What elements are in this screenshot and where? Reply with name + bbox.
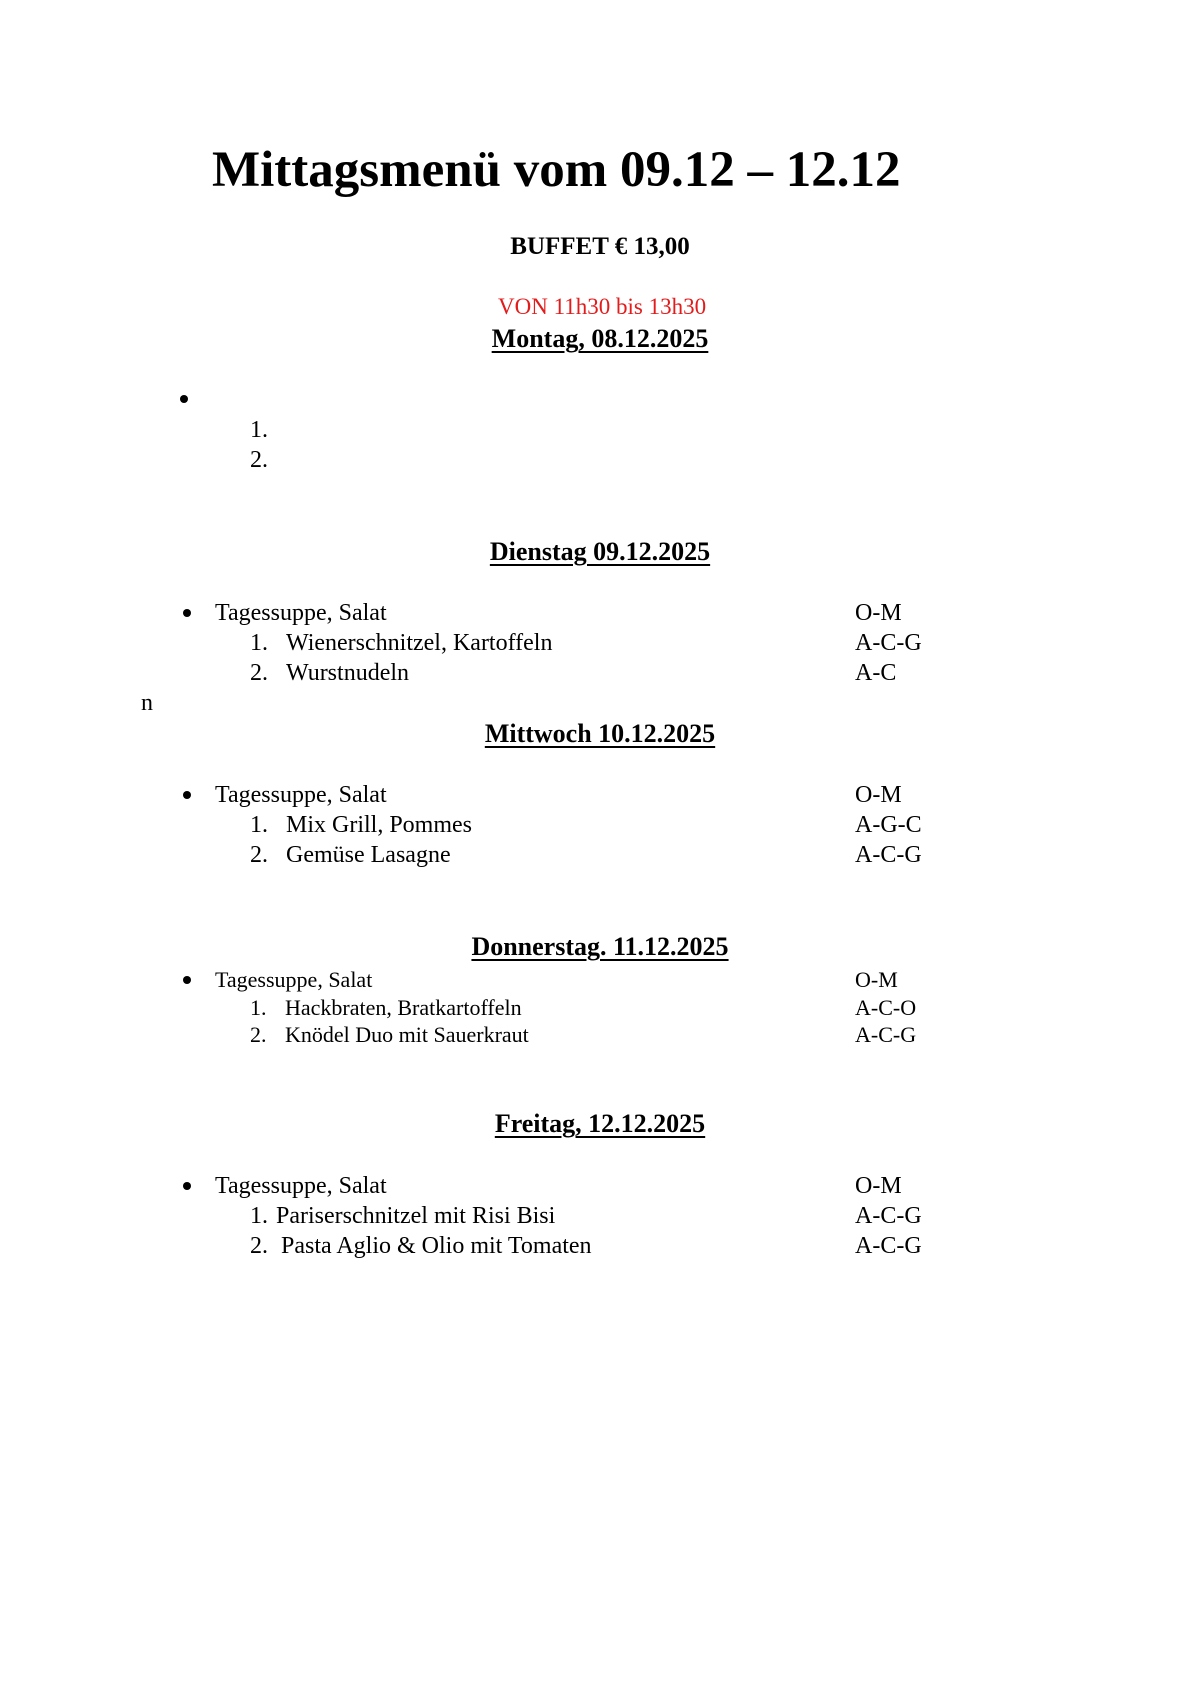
soup-text: Tagessuppe, Salat bbox=[215, 1173, 387, 1199]
bullet-icon bbox=[183, 609, 191, 617]
allergen-code: O-M bbox=[855, 1173, 902, 1199]
menu-item-row bbox=[0, 1231, 1190, 1261]
menu-item-row bbox=[0, 658, 1190, 688]
buffet-price: BUFFET € 13,00 bbox=[510, 233, 690, 260]
item-number: 1. bbox=[250, 417, 268, 443]
soup-text: Tagessuppe, Salat bbox=[215, 782, 387, 808]
day-heading-mittwoch: Mittwoch 10.12.2025 bbox=[484, 719, 716, 748]
stray-character: n bbox=[141, 690, 153, 716]
item-text: Pasta Aglio & Olio mit Tomaten bbox=[281, 1233, 592, 1259]
item-number: 2. bbox=[250, 447, 268, 473]
soup-row bbox=[0, 1171, 1190, 1201]
item-text: Wienerschnitzel, Kartoffeln bbox=[286, 630, 553, 656]
allergen-code: O-M bbox=[855, 600, 902, 626]
item-number: 2. bbox=[250, 660, 268, 686]
soup-text: Tagessuppe, Salat bbox=[215, 600, 387, 626]
item-text: Wurstnudeln bbox=[286, 660, 410, 686]
item-text: Hackbraten, Bratkartoffeln bbox=[285, 995, 522, 1020]
allergen-code: A-C-G bbox=[855, 630, 922, 656]
soup-row bbox=[0, 384, 1190, 414]
allergen-code: A-C-G bbox=[855, 1022, 917, 1047]
menu-item-row bbox=[0, 1021, 1190, 1049]
day-heading-donnerstag: Donnerstag. 11.12.2025 bbox=[471, 932, 729, 961]
item-text: Gemüse Lasagne bbox=[286, 842, 451, 868]
opening-hours: VON 11h30 bis 13h30 bbox=[498, 294, 707, 319]
item-number: 2. bbox=[250, 1022, 267, 1047]
item-number: 2. bbox=[250, 842, 268, 868]
allergen-code: O-M bbox=[855, 782, 902, 808]
allergen-code: A-C-G bbox=[855, 1233, 922, 1259]
day-heading-montag: Montag, 08.12.2025 bbox=[491, 324, 709, 353]
day-heading-dienstag: Dienstag 09.12.2025 bbox=[489, 537, 711, 566]
menu-item-row bbox=[0, 415, 1190, 445]
menu-item-row bbox=[0, 810, 1190, 840]
soup-row bbox=[0, 780, 1190, 810]
bullet-icon bbox=[183, 791, 191, 799]
page-title: Mittagsmenü vom 09.12 – 12.12 bbox=[212, 142, 901, 198]
allergen-code: A-C-G bbox=[855, 842, 922, 868]
item-number: 1. bbox=[250, 630, 268, 656]
bullet-icon bbox=[180, 395, 188, 403]
item-number: 1. bbox=[250, 995, 267, 1020]
item-number: 1. bbox=[250, 1203, 268, 1229]
bullet-icon bbox=[183, 976, 191, 984]
allergen-code: A-C-G bbox=[855, 1203, 922, 1229]
item-text: Pariserschnitzel mit Risi Bisi bbox=[276, 1203, 556, 1229]
soup-row bbox=[0, 598, 1190, 628]
allergen-code: A-C bbox=[855, 660, 897, 686]
bullet-icon bbox=[183, 1182, 191, 1190]
item-text: Mix Grill, Pommes bbox=[286, 812, 473, 838]
menu-item-row bbox=[0, 445, 1190, 475]
menu-item-row bbox=[0, 1201, 1190, 1231]
allergen-code: A-G-C bbox=[855, 812, 922, 838]
item-number: 2. bbox=[250, 1233, 268, 1259]
allergen-code: O-M bbox=[855, 967, 898, 992]
item-number: 1. bbox=[250, 812, 268, 838]
soup-text: Tagessuppe, Salat bbox=[215, 967, 373, 992]
soup-row bbox=[0, 966, 1190, 994]
day-heading-freitag: Freitag, 12.12.2025 bbox=[494, 1109, 706, 1138]
menu-item-row bbox=[0, 840, 1190, 870]
item-text: Knödel Duo mit Sauerkraut bbox=[285, 1022, 529, 1047]
allergen-code: A-C-O bbox=[855, 995, 917, 1020]
menu-item-row bbox=[0, 628, 1190, 658]
menu-item-row bbox=[0, 994, 1190, 1022]
